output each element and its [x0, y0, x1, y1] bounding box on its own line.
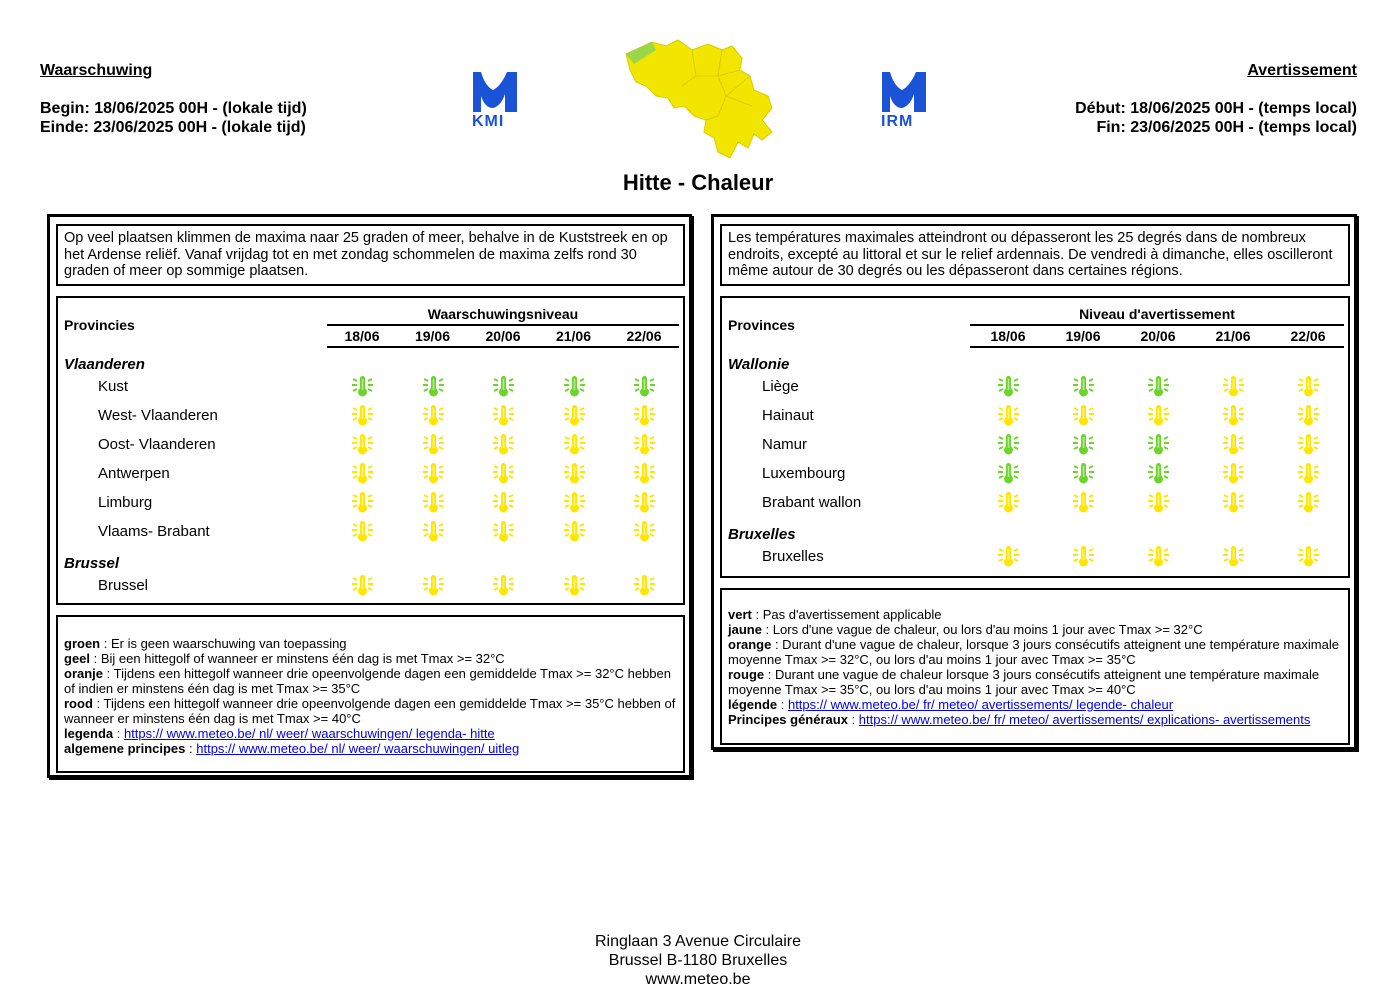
yellow-thermometer-icon — [421, 432, 445, 456]
nl-province-name: Vlaams- Brabant — [98, 523, 210, 540]
yellow-thermometer-icon — [1221, 374, 1245, 398]
fr-day-header: 20/06 — [1140, 328, 1176, 344]
fr-day-header: 21/06 — [1215, 328, 1251, 344]
yellow-thermometer-icon — [632, 490, 656, 514]
nl-legend-link-row: legenda : https:// www.meteo.be/ nl/ weer/ waarschuwingen/ legenda- hitte — [64, 726, 495, 741]
kmi-logo — [471, 70, 519, 132]
nl-legend-key: groen — [64, 636, 101, 651]
yellow-thermometer-icon — [1146, 403, 1170, 427]
fr-province-name: Bruxelles — [762, 548, 824, 565]
fr-legend-item — [728, 637, 1342, 667]
yellow-thermometer-icon — [562, 573, 586, 597]
yellow-thermometer-icon — [1221, 544, 1245, 568]
nl-header-line — [327, 324, 679, 326]
fr-legend-text: : Lors d'une vague de chaleur, ou lors d'au moins 1 jour avec Tmax >= 32°C — [761, 622, 1203, 637]
nl-legend-text: : Bij een hittegolf of wanneer er minstens één dag is met Tmax >= 32°C — [90, 651, 505, 666]
nl-description: Op veel plaatsen klimmen de maxima naar 25 graden of meer, behalve in de Kuststreek en op het Ardense reliëf. Vanaf vrijdag tot en met zondag schommelen de maxima zelfs rond 30 graden of meer op sommige plaatsen. — [56, 224, 685, 286]
green-thermometer-icon — [632, 374, 656, 398]
fr-panel — [711, 214, 1357, 750]
nl-province-name: West- Vlaanderen — [98, 407, 218, 424]
yellow-thermometer-icon — [1296, 432, 1320, 456]
nl-day-header: 18/06 — [344, 328, 380, 344]
kmi-logo-text: KMI — [472, 113, 505, 130]
green-thermometer-icon — [421, 374, 445, 398]
irm-logo-text: IRM — [881, 113, 914, 130]
yellow-thermometer-icon — [491, 432, 515, 456]
nl-legend-text: : Er is geen waarschuwing van toepassing — [100, 636, 347, 651]
fr-legend-text: : Durant une vague de chaleur lorsque 3 jours consécutifs atteignent une température maximale moyenne Tmax >= 35°C, ou lors d'au moins 1 jour avec Tmax >= 40°C — [728, 667, 1320, 697]
yellow-thermometer-icon — [1296, 374, 1320, 398]
fr-day-header: 19/06 — [1065, 328, 1101, 344]
fr-link-label: Principes généraux — [728, 712, 848, 727]
yellow-thermometer-icon — [632, 461, 656, 485]
yellow-thermometer-icon — [421, 461, 445, 485]
nl-legend-item — [64, 666, 677, 696]
yellow-thermometer-icon — [350, 573, 374, 597]
nl-link-label: algemene principes — [64, 741, 186, 756]
green-thermometer-icon — [562, 374, 586, 398]
fr-legend-text: : Pas d'avertissement applicable — [751, 607, 942, 622]
nl-end-time: Einde: 23/06/2025 00H - (lokale tijd) — [40, 119, 306, 136]
fr-province-name: Hainaut — [762, 407, 814, 424]
nl-legend-text: : Tijdens een hittegolf wanneer drie opeenvolgende dagen een gemiddelde Tmax >= 32°C hebben of indien er minstens één dag is met Tmax >= 35°C — [64, 666, 671, 696]
irm-logo — [880, 70, 928, 132]
green-thermometer-icon — [1071, 432, 1095, 456]
fr-province-name: Brabant wallon — [762, 494, 862, 511]
nl-legend-link[interactable]: https:// www.meteo.be/ nl/ weer/ waarschuwingen/ uitleg — [196, 741, 520, 756]
nl-header-title: Waarschuwing — [40, 62, 153, 79]
fr-region-label: Bruxelles — [728, 526, 796, 543]
fr-legend-link-row: légende : https:// www.meteo.be/ fr/ meteo/ avertissements/ legende- chaleur — [728, 697, 1174, 712]
nl-province-name: Limburg — [98, 494, 153, 511]
fr-legend-text: : Durant d'une vague de chaleur, lorsque 3 jours consécutifs atteignent une température maximale moyenne Tmax >= 32°C, ou lors d'au moins 1 jour avec Tmax >= 35°C — [728, 637, 1339, 667]
green-thermometer-icon — [1071, 461, 1095, 485]
yellow-thermometer-icon — [562, 403, 586, 427]
yellow-thermometer-icon — [562, 432, 586, 456]
nl-region-label: Brussel — [64, 555, 120, 572]
yellow-thermometer-icon — [491, 490, 515, 514]
fr-region-label: Wallonie — [728, 356, 790, 373]
fr-legend-item — [728, 622, 1342, 637]
fr-legend-link-row: Principes généraux : https:// www.meteo.be/ fr/ meteo/ avertissements/ explications- avertissements — [728, 712, 1311, 727]
nl-day-header: 19/06 — [414, 328, 451, 344]
yellow-thermometer-icon — [350, 519, 374, 543]
footer — [0, 932, 1396, 989]
kmi-logo-icon — [471, 70, 519, 114]
yellow-thermometer-icon — [1221, 490, 1245, 514]
footer-website: www.meteo.be — [645, 971, 751, 988]
yellow-thermometer-icon — [421, 490, 445, 514]
nl-day-header: 21/06 — [555, 328, 592, 344]
yellow-thermometer-icon — [632, 519, 656, 543]
green-thermometer-icon — [1071, 374, 1095, 398]
yellow-thermometer-icon — [350, 403, 374, 427]
fr-legend-key: jaune — [728, 622, 762, 637]
nl-legend-item — [64, 651, 677, 666]
nl-warning-table — [56, 296, 685, 605]
yellow-thermometer-icon — [996, 403, 1020, 427]
fr-level-header: Niveau d'avertissement — [1079, 306, 1235, 322]
green-thermometer-icon — [1146, 461, 1170, 485]
fr-province-name: Liège — [762, 378, 799, 395]
fr-description: Les températures maximales atteindront ou dépasseront les 25 degrés dans de nombreux endroits, excepté au littoral et sur le relief ardennais. De vendredi à dimanche, elles oscilleront même autour de 30 degrés ou les dépasseront dans certaines régions. — [720, 224, 1350, 286]
fr-legend-key: rouge — [728, 667, 765, 682]
yellow-thermometer-icon — [1221, 432, 1245, 456]
yellow-thermometer-icon — [1296, 461, 1320, 485]
fr-header-line — [970, 324, 1344, 326]
nl-begin-time: Begin: 18/06/2025 00H - (lokale tijd) — [40, 100, 307, 117]
yellow-thermometer-icon — [1146, 490, 1170, 514]
nl-day-header: 20/06 — [485, 328, 521, 344]
nl-level-header: Waarschuwingsniveau — [427, 306, 579, 322]
green-thermometer-icon — [1146, 374, 1170, 398]
fr-province-name: Luxembourg — [762, 465, 846, 482]
green-thermometer-icon — [996, 374, 1020, 398]
fr-legend-item — [728, 667, 1342, 697]
nl-legend — [56, 615, 685, 773]
footer-address-1: Ringlaan 3 Avenue Circulaire — [594, 933, 802, 950]
green-thermometer-icon — [491, 374, 515, 398]
irm-logo-icon — [880, 70, 928, 114]
yellow-thermometer-icon — [562, 461, 586, 485]
yellow-thermometer-icon — [350, 432, 374, 456]
nl-link-label: legenda — [64, 726, 114, 741]
footer-address-2: Brussel B-1180 Bruxelles — [608, 952, 788, 969]
yellow-thermometer-icon — [421, 573, 445, 597]
nl-province-name: Oost- Vlaanderen — [98, 436, 216, 453]
fr-day-header: 22/06 — [1290, 328, 1326, 344]
nl-legend-key: geel — [64, 651, 91, 666]
fr-province-name: Namur — [762, 436, 808, 453]
yellow-thermometer-icon — [350, 490, 374, 514]
yellow-thermometer-icon — [421, 519, 445, 543]
green-thermometer-icon — [1146, 432, 1170, 456]
nl-legend-link[interactable]: https:// www.meteo.be/ nl/ weer/ waarschuwingen/ legenda- hitte — [123, 726, 495, 741]
yellow-thermometer-icon — [632, 573, 656, 597]
yellow-thermometer-icon — [421, 403, 445, 427]
yellow-thermometer-icon — [1221, 461, 1245, 485]
yellow-thermometer-icon — [632, 403, 656, 427]
yellow-thermometer-icon — [1296, 403, 1320, 427]
nl-days-line — [327, 346, 679, 348]
fr-link-label: légende — [728, 697, 778, 712]
green-thermometer-icon — [996, 461, 1020, 485]
nl-legend-text: : Tijdens een hittegolf wanneer drie opeenvolgende dagen een gemiddelde Tmax >= 35°C hebben of wanneer er minstens één dag is met Tmax >= 40°C — [64, 696, 676, 726]
yellow-thermometer-icon — [350, 461, 374, 485]
nl-day-header: 22/06 — [626, 328, 662, 344]
yellow-thermometer-icon — [491, 461, 515, 485]
fr-day-header: 18/06 — [990, 328, 1026, 344]
nl-province-name: Brussel — [98, 577, 149, 594]
yellow-thermometer-icon — [1296, 544, 1320, 568]
nl-legend-link-row: algemene principes : https:// www.meteo.be/ nl/ weer/ waarschuwingen/ uitleg — [64, 741, 520, 756]
nl-legend-item — [64, 696, 677, 726]
fr-legend-link[interactable]: https:// www.meteo.be/ fr/ meteo/ avertissements/ explications- avertissements — [858, 712, 1311, 727]
yellow-thermometer-icon — [1146, 544, 1170, 568]
fr-provinces-header: Provinces — [728, 317, 795, 333]
fr-end-time: Fin: 23/06/2025 00H - (temps local) — [1096, 119, 1357, 136]
yellow-thermometer-icon — [632, 432, 656, 456]
fr-legend — [720, 588, 1350, 745]
nl-region-label: Vlaanderen — [64, 356, 145, 373]
yellow-thermometer-icon — [1071, 490, 1095, 514]
fr-legend-key: orange — [728, 637, 772, 652]
fr-header-title: Avertissement — [1247, 62, 1357, 79]
nl-legend-key: oranje — [64, 666, 104, 681]
yellow-thermometer-icon — [562, 490, 586, 514]
yellow-thermometer-icon — [1296, 490, 1320, 514]
yellow-thermometer-icon — [1071, 544, 1095, 568]
fr-legend-item — [728, 607, 1342, 622]
yellow-thermometer-icon — [562, 519, 586, 543]
nl-legend-key: rood — [64, 696, 93, 711]
fr-days-line — [970, 346, 1344, 348]
yellow-thermometer-icon — [996, 544, 1020, 568]
yellow-thermometer-icon — [491, 403, 515, 427]
fr-legend-key: vert — [728, 607, 752, 622]
yellow-thermometer-icon — [491, 573, 515, 597]
nl-province-name: Antwerpen — [98, 465, 170, 482]
fr-warning-table — [720, 296, 1350, 578]
fr-legend-link[interactable]: https:// www.meteo.be/ fr/ meteo/ avertissements/ legende- chaleur — [787, 697, 1174, 712]
nl-province-name: Kust — [98, 378, 129, 395]
green-thermometer-icon — [350, 374, 374, 398]
page-title: Hitte - Chaleur — [622, 170, 774, 195]
yellow-thermometer-icon — [996, 490, 1020, 514]
nl-legend-item — [64, 636, 677, 651]
nl-provinces-header: Provincies — [64, 317, 135, 333]
belgium-map-icon — [622, 36, 778, 160]
nl-panel — [47, 214, 692, 778]
fr-begin-time: Début: 18/06/2025 00H - (temps local) — [1075, 100, 1357, 117]
green-thermometer-icon — [996, 432, 1020, 456]
yellow-thermometer-icon — [1221, 403, 1245, 427]
yellow-thermometer-icon — [491, 519, 515, 543]
yellow-thermometer-icon — [1071, 403, 1095, 427]
